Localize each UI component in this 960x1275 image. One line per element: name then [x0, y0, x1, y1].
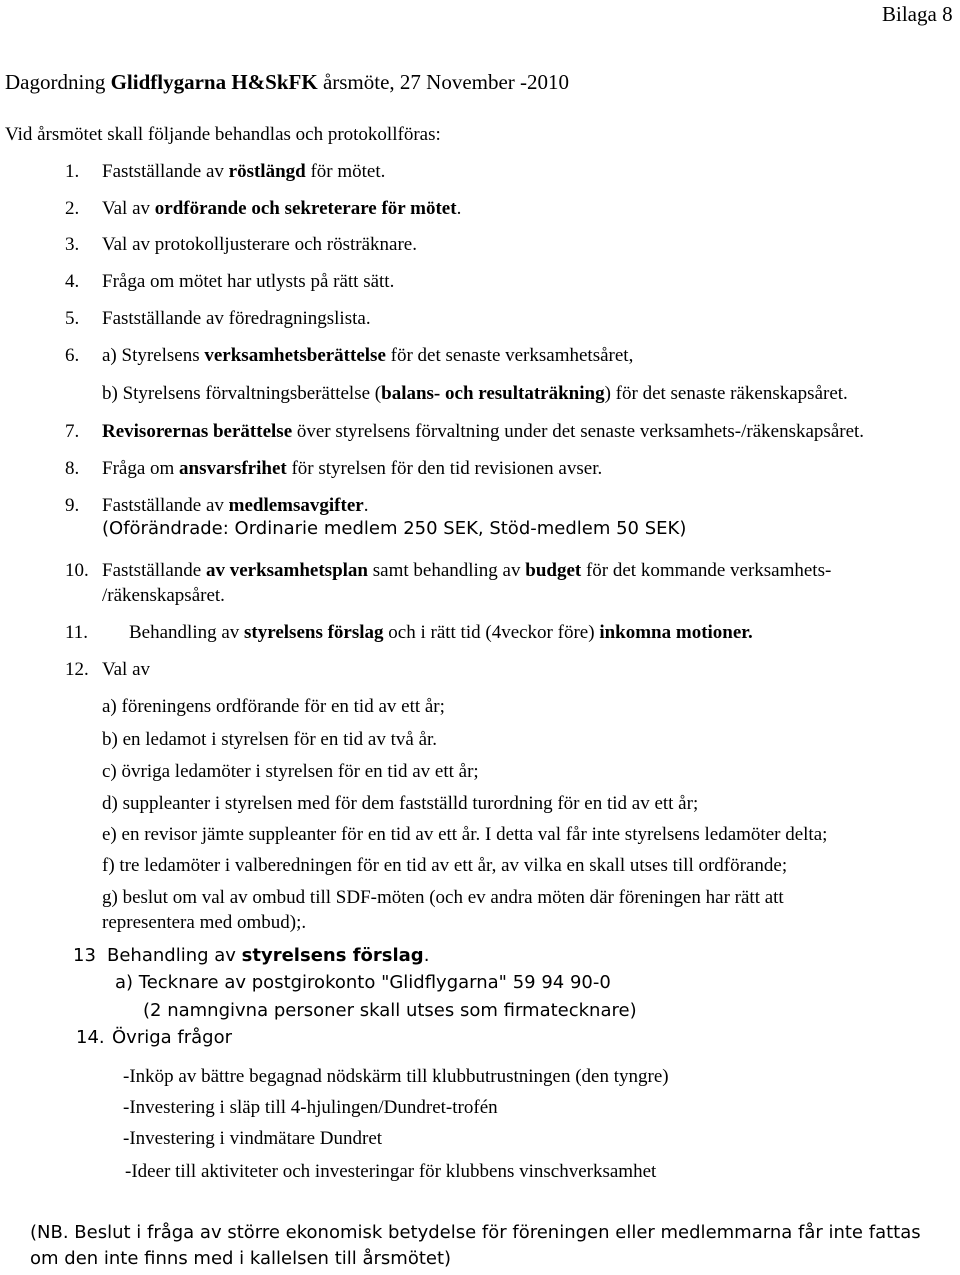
- item-number: 6.: [65, 345, 80, 366]
- agenda-item-9: [65, 495, 368, 517]
- item-emphasis: av verksamhetsplan: [205, 560, 368, 581]
- item-number: 12.: [65, 659, 89, 680]
- agenda-item-12: [65, 659, 150, 681]
- item-text: Fastställande av föredragningslista.: [102, 308, 371, 329]
- item-text: Behandling av: [107, 945, 242, 966]
- item-text: Fråga om mötet har utlysts på rätt sätt.: [102, 271, 395, 292]
- item-emphasis: balans- och resultaträkning: [381, 383, 605, 404]
- title-suffix: årsmöte, 27 November -2010: [317, 70, 570, 94]
- agenda-item-4: [65, 271, 394, 293]
- other-matter-3: -Investering i vindmätare Dundret: [123, 1128, 383, 1149]
- other-matter-2: -Investering i släp till 4-hjulingen/Dundret-trofén: [123, 1097, 498, 1118]
- agenda-item-3: [65, 234, 417, 256]
- footnote-line-2: om den inte finns med i kallelsen till årsmötet): [30, 1248, 452, 1269]
- election-sub-d: d) suppleanter i styrelsen med för dem fastställd turordning för en tid av ett år;: [102, 793, 699, 814]
- item-text: Behandling av: [129, 622, 245, 643]
- item-text: .: [456, 198, 462, 219]
- other-matter-4: -Ideer till aktiviteter och investeringar för klubbens vinschverksamhet: [125, 1161, 657, 1182]
- item-number: 7.: [65, 421, 80, 442]
- item-text: ) för det senaste räkenskapsåret.: [604, 383, 848, 404]
- item-number: 8.: [65, 458, 80, 479]
- document-title: [5, 70, 569, 94]
- item-text: för mötet.: [305, 161, 386, 182]
- agenda-item-10: [65, 560, 831, 582]
- other-matter-1: -Inköp av bättre begagnad nödskärm till klubbutrustningen (den tyngre): [123, 1066, 669, 1087]
- membership-fee-note: (Oförändrade: Ordinarie medlem 250 SEK, Stöd-medlem 50 SEK): [102, 518, 687, 539]
- item-emphasis: styrelsens förslag: [241, 945, 424, 966]
- item-emphasis: ansvarsfrihet: [179, 458, 287, 479]
- title-club: Glidflygarna H&SkFK: [110, 70, 318, 94]
- item-text: Övriga frågor: [112, 1027, 233, 1048]
- election-sub-a: a) föreningens ordförande för en tid av ett år;: [102, 696, 445, 717]
- signatory-note: (2 namngivna personer skall utses som firmatecknare): [143, 1000, 637, 1021]
- item-number: 5.: [65, 308, 80, 329]
- item-emphasis: Revisorernas berättelse: [102, 421, 293, 442]
- item-text: samt behandling av: [368, 560, 526, 581]
- item-number: 2.: [65, 198, 80, 219]
- title-prefix: Dagordning: [5, 70, 111, 94]
- item-text: Fråga om: [102, 458, 180, 479]
- agenda-item-6b: [102, 383, 848, 405]
- election-sub-g: g) beslut om val av ombud till SDF-möten (och ev andra möten där föreningen har rätt att: [102, 887, 784, 908]
- agenda-item-7: [65, 421, 864, 443]
- item-text: b) Styrelsens förvaltningsberättelse (: [102, 383, 382, 404]
- agenda-item-14: [76, 1028, 232, 1049]
- item-text: Val av protokolljusterare och rösträknare.: [102, 234, 417, 255]
- item-number: 4.: [65, 271, 80, 292]
- item-number: 3.: [65, 234, 80, 255]
- election-sub-f: f) tre ledamöter i valberedningen för en tid av ett år, av vilka en skall utses till ordförande;: [102, 855, 788, 876]
- item-text: Fastställande av: [102, 161, 229, 182]
- agenda-item-2: [65, 198, 461, 220]
- item-text: Fastställande av: [102, 495, 229, 516]
- election-sub-b: b) en ledamot i styrelsen för en tid av två år.: [102, 729, 438, 750]
- item-text: Fastställande: [102, 560, 206, 581]
- item-emphasis: styrelsens förslag: [244, 622, 384, 643]
- item-number: 13: [73, 945, 96, 966]
- intro-text: Vid årsmötet skall följande behandlas och protokollföras:: [5, 124, 441, 145]
- footnote-line-1: (NB. Beslut i fråga av större ekonomisk betydelse för föreningen eller medlemmarna får inte fattas: [30, 1222, 921, 1243]
- item-text: a) Styrelsens: [102, 345, 205, 366]
- item-number: 9.: [65, 495, 80, 516]
- postgiro-proposal: a) Tecknare av postgirokonto "Glidflygarna" 59 94 90-0: [115, 972, 611, 993]
- item-text: Val av: [102, 659, 151, 680]
- item-text: över styrelsens förvaltning under det senaste verksamhets-/räkenskapsåret.: [292, 421, 865, 442]
- agenda-item-8: [65, 458, 602, 480]
- agenda-item-1: [65, 161, 385, 183]
- item-emphasis: ordförande och sekreterare för mötet: [154, 198, 457, 219]
- item-emphasis: inkomna motioner.: [599, 622, 753, 643]
- item-emphasis: budget: [525, 560, 582, 581]
- item-text: .: [423, 945, 430, 966]
- item-number: 14.: [76, 1027, 105, 1048]
- item-text: och i rätt tid (4veckor före): [383, 622, 600, 643]
- election-sub-e: e) en revisor jämte suppleanter för en tid av ett år. I detta val får inte styrelsens ledamöter delta;: [102, 824, 828, 845]
- item-text: för styrelsen för den tid revisionen avser.: [286, 458, 603, 479]
- election-sub-c: c) övriga ledamöter i styrelsen för en tid av ett år;: [102, 761, 479, 782]
- item-text: Val av: [102, 198, 155, 219]
- item-number: 10.: [65, 560, 89, 581]
- item-number: 1.: [65, 161, 80, 182]
- agenda-item-13: [73, 946, 429, 967]
- agenda-item-10-cont: /räkenskapsåret.: [102, 585, 225, 606]
- agenda-item-11: [65, 622, 753, 644]
- item-text: .: [363, 495, 369, 516]
- agenda-item-5: [65, 308, 371, 330]
- item-text: för det senaste verksamhetsåret,: [385, 345, 634, 366]
- item-number: 11.: [65, 622, 89, 643]
- agenda-item-6: [65, 345, 633, 367]
- item-emphasis: medlemsavgifter: [228, 495, 364, 516]
- item-text: för det kommande verksamhets-: [581, 560, 832, 581]
- item-emphasis: verksamhetsberättelse: [204, 345, 386, 366]
- item-emphasis: röstlängd: [228, 161, 306, 182]
- page-label: Bilaga 8: [882, 2, 953, 26]
- election-sub-g-cont: representera med ombud);.: [102, 912, 307, 933]
